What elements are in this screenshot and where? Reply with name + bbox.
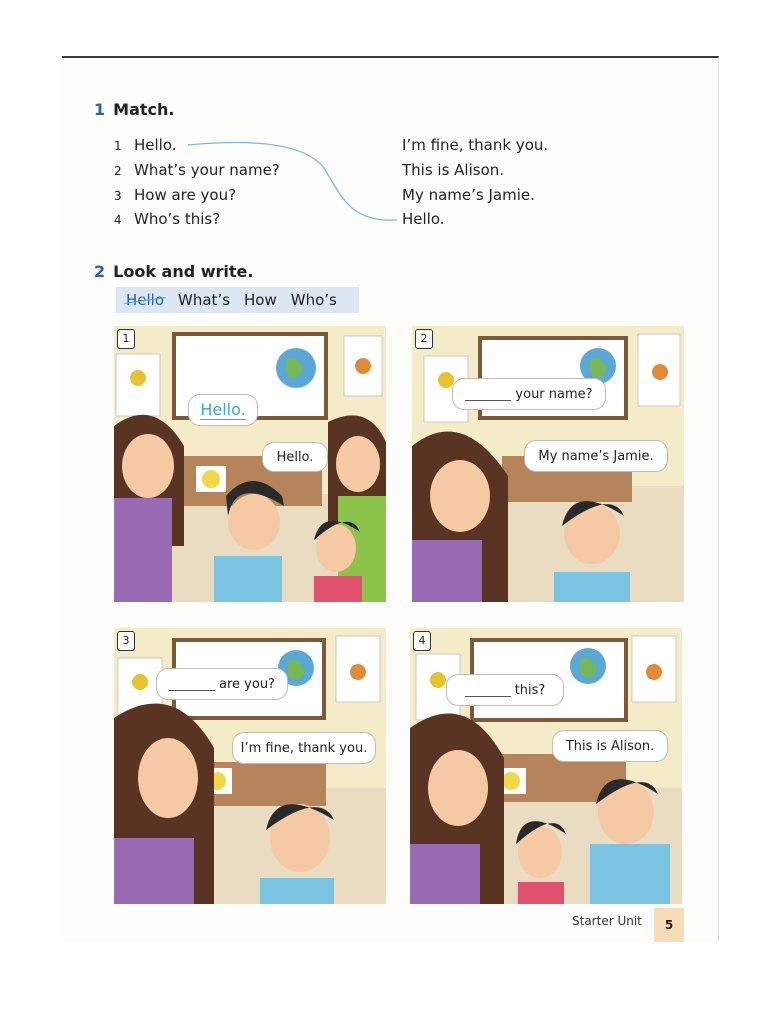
panel-number: 3 [117,631,135,651]
exercise-1-number: 1 [94,100,106,119]
speech-bubble: Hello. [188,394,258,426]
speech-bubble: I’m fine, thank you. [232,732,376,764]
answer-blank[interactable] [169,678,215,691]
panel-illustration [410,628,682,904]
exercise-2-title [94,262,253,281]
match-line [62,58,718,258]
panel-number: 1 [117,329,135,349]
match-answer-4: Hello. [402,210,445,228]
speech-bubble: Hello. [262,442,328,472]
match-question-3: 3 How are you? [114,186,237,204]
match-answer-1: I’m fine, thank you. [402,136,549,154]
word-box-item: Hello [126,291,165,309]
match-answer-3: My name’s Jamie. [402,186,535,204]
answer-blank[interactable] [465,684,511,697]
panel-number: 4 [413,631,431,651]
match-question-1: 1 Hello. [114,136,177,154]
match-question-4: 4 Who’s this? [114,210,221,228]
word-box-item: What’s [178,291,231,309]
workbook-page [62,56,719,942]
comic-panel-2 [412,326,684,602]
speech-bubble: My name’s Jamie. [524,440,668,472]
match-answer-2: This is Alison. [402,161,505,179]
comic-panel-3 [114,628,386,904]
match-question-2: 2 What’s your name? [114,161,280,179]
page-number: 5 [654,908,684,942]
answer-blank[interactable] [465,388,511,401]
comic-panel-1 [114,326,386,602]
speech-bubble: your name? [452,378,606,410]
comic-panel-4 [410,628,682,904]
speech-bubble: are you? [156,668,288,700]
word-box-item: How [244,291,277,309]
panel-illustration [114,326,386,602]
speech-bubble: This is Alison. [552,730,668,762]
speech-bubble: this? [446,674,564,706]
exercise-2-heading: Look and write. [113,262,254,281]
word-box-item: Who’s [290,291,337,309]
unit-label: Starter Unit [572,914,642,928]
exercise-2-number: 2 [94,262,106,281]
panel-number: 2 [415,329,433,349]
word-box [116,287,359,313]
exercise-1-heading: Match. [113,100,175,119]
